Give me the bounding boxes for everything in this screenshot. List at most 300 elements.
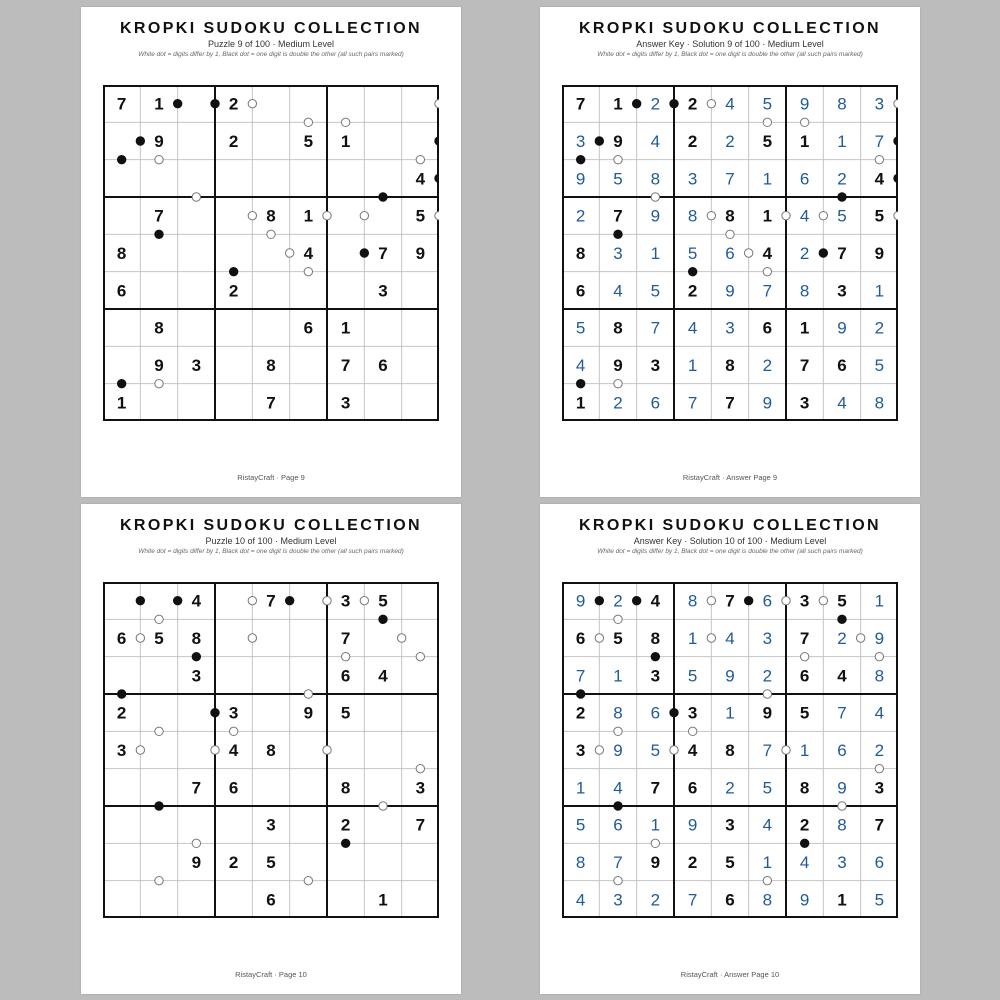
white-kropki-dot: [360, 596, 368, 604]
answer-digit: 9: [799, 890, 810, 910]
answer-digit: 7: [613, 853, 623, 872]
answer-digit: 2: [874, 741, 885, 760]
given-digit: 3: [378, 281, 388, 301]
sudoku-grid: [103, 582, 439, 918]
white-kropki-dot: [595, 634, 603, 642]
given-digit: 9: [874, 244, 885, 263]
black-kropki-dot: [894, 174, 898, 182]
answer-digit: 3: [613, 244, 623, 263]
white-kropki-dot: [248, 211, 256, 219]
white-kropki-dot: [341, 652, 349, 660]
given-digit: 6: [687, 778, 698, 798]
answer-digit: 6: [725, 244, 735, 263]
given-digit: 8: [799, 778, 810, 798]
answer-digit: 8: [837, 94, 847, 114]
answer-digit: 4: [725, 94, 735, 114]
given-digit: 3: [874, 778, 885, 798]
white-kropki-dot: [192, 839, 200, 847]
answer-digit: 9: [613, 741, 623, 760]
answer-digit: 6: [837, 741, 847, 760]
black-kropki-dot: [285, 596, 293, 604]
answer-digit: 2: [650, 94, 661, 114]
given-digit: 7: [340, 629, 351, 648]
answer-digit: 1: [687, 356, 698, 375]
white-kropki-dot: [248, 596, 256, 604]
white-kropki-dot: [155, 615, 163, 623]
answer-digit: 1: [575, 778, 586, 798]
given-digit: 6: [762, 318, 773, 338]
given-digit: 6: [266, 890, 276, 910]
black-kropki-dot: [670, 99, 678, 107]
black-kropki-dot: [838, 193, 846, 201]
answer-digit: 9: [837, 778, 847, 798]
rules-note: White dot = digits differ by 1, Black dot = one digit is double the other (all such pairs marked): [597, 51, 863, 58]
answer-digit: 5: [613, 169, 623, 189]
black-kropki-dot: [155, 802, 163, 810]
answer-digit: 4: [650, 132, 661, 151]
answer-digit: 1: [687, 629, 698, 648]
given-digit: 7: [191, 778, 202, 798]
white-kropki-dot: [379, 802, 387, 810]
given-digit: 9: [762, 703, 773, 723]
answer-digit: 4: [725, 629, 735, 648]
given-digit: 5: [613, 629, 623, 648]
given-digit: 4: [378, 666, 388, 686]
given-digit: 1: [799, 318, 810, 338]
answer-digit: 6: [613, 815, 623, 835]
given-digit: 3: [650, 356, 661, 375]
answer-digit: 2: [725, 778, 735, 798]
answer-digit: 7: [650, 318, 661, 338]
answer-digit: 7: [762, 741, 773, 760]
white-kropki-dot: [285, 249, 293, 257]
given-digit: 9: [154, 132, 164, 151]
answer-digit: 2: [762, 356, 773, 375]
page-title: KROPKI SUDOKU COLLECTION: [119, 517, 423, 534]
given-digit: 7: [613, 206, 623, 226]
page-footer: RistayCraft · Page 10: [235, 970, 307, 979]
given-digit: 5: [799, 703, 810, 723]
black-kropki-dot: [229, 267, 237, 275]
answer-digit: 3: [874, 94, 885, 114]
answer-digit: 1: [799, 741, 810, 760]
answer-digit: 4: [837, 393, 847, 413]
answer-digit: 7: [874, 132, 885, 151]
black-kropki-dot: [800, 839, 808, 847]
answer-digit: 2: [762, 666, 773, 686]
answer-digit: 8: [650, 169, 661, 189]
white-kropki-dot: [800, 118, 808, 126]
given-digit: 1: [378, 890, 388, 910]
answer-digit: 4: [799, 206, 810, 226]
answer-digit: 1: [762, 169, 773, 189]
answer-digit: 1: [613, 666, 623, 686]
given-digit: 7: [725, 393, 735, 413]
white-kropki-dot: [763, 267, 771, 275]
white-kropki-dot: [763, 118, 771, 126]
page-title: KROPKI SUDOKU COLLECTION: [578, 20, 882, 37]
answer-digit: 3: [575, 132, 586, 151]
white-kropki-dot: [651, 839, 659, 847]
given-digit: 7: [874, 815, 885, 835]
answer-digit: 5: [650, 281, 661, 301]
given-digit: 2: [340, 815, 351, 835]
answer-digit: 1: [650, 244, 661, 263]
given-digit: 3: [687, 703, 698, 723]
answer-digit: 9: [762, 393, 773, 413]
answer-digit: 2: [837, 629, 847, 648]
black-kropki-dot: [211, 99, 219, 107]
white-kropki-dot: [875, 764, 883, 772]
answer-digit: 9: [575, 169, 586, 189]
white-kropki-dot: [614, 615, 622, 623]
given-digit: 8: [116, 244, 127, 263]
given-digit: 8: [266, 741, 276, 760]
given-digit: 8: [613, 318, 623, 338]
black-kropki-dot: [688, 267, 696, 275]
black-kropki-dot: [576, 379, 584, 387]
answer-digit: 5: [650, 741, 661, 760]
given-digit: 6: [303, 318, 314, 338]
puzzle-page-9: [81, 7, 461, 497]
given-digit: 5: [303, 132, 314, 151]
white-kropki-dot: [595, 746, 603, 754]
answer-digit: 5: [762, 94, 773, 114]
white-kropki-dot: [763, 690, 771, 698]
rules-note: White dot = digits differ by 1, Black dot = one digit is double the other (all such pairs marked): [597, 548, 863, 555]
white-kropki-dot: [614, 155, 622, 163]
given-digit: 4: [874, 169, 885, 189]
white-kropki-dot: [155, 155, 163, 163]
black-kropki-dot: [838, 615, 846, 623]
given-digit: 9: [613, 132, 623, 151]
given-digit: 1: [116, 393, 127, 413]
given-digit: 2: [799, 815, 810, 835]
answer-digit: 9: [650, 206, 661, 226]
given-digit: 3: [266, 815, 276, 835]
white-kropki-dot: [875, 652, 883, 660]
given-digit: 6: [116, 281, 127, 301]
given-digit: 1: [799, 132, 810, 151]
white-kropki-dot: [894, 99, 898, 107]
given-digit: 3: [650, 666, 661, 686]
black-kropki-dot: [744, 596, 752, 604]
answer-digit: 9: [687, 815, 698, 835]
given-digit: 2: [687, 281, 698, 301]
given-digit: 3: [340, 591, 351, 611]
black-kropki-dot: [595, 137, 603, 145]
given-digit: 8: [154, 318, 164, 338]
white-kropki-dot: [435, 99, 439, 107]
given-digit: 3: [837, 281, 847, 301]
white-kropki-dot: [763, 876, 771, 884]
answer-digit: 5: [575, 318, 586, 338]
given-digit: 5: [837, 591, 847, 611]
given-digit: 9: [415, 244, 426, 263]
given-digit: 5: [415, 206, 426, 226]
given-digit: 3: [799, 393, 810, 413]
black-kropki-dot: [632, 99, 640, 107]
answer-digit: 2: [613, 591, 623, 611]
white-kropki-dot: [323, 746, 331, 754]
white-kropki-dot: [155, 876, 163, 884]
answer-digit: 9: [874, 629, 885, 648]
answer-digit: 1: [650, 815, 661, 835]
answer-digit: 5: [575, 815, 586, 835]
answer-digit: 5: [874, 356, 885, 375]
white-kropki-dot: [782, 746, 790, 754]
given-digit: 5: [725, 853, 735, 872]
answer-digit: 8: [575, 853, 586, 872]
given-digit: 1: [762, 206, 773, 226]
answer-digit: 1: [762, 853, 773, 872]
answer-digit: 3: [762, 629, 773, 648]
white-kropki-dot: [819, 596, 827, 604]
given-digit: 3: [191, 666, 202, 686]
given-digit: 4: [837, 666, 847, 686]
white-kropki-dot: [782, 596, 790, 604]
given-digit: 7: [799, 356, 810, 375]
page-subtitle: Puzzle 10 of 100 · Medium Level: [205, 536, 337, 546]
page-subtitle: Puzzle 9 of 100 · Medium Level: [207, 39, 335, 49]
sudoku-grid: [562, 582, 898, 918]
given-digit: 1: [340, 132, 351, 151]
given-digit: 8: [266, 356, 276, 375]
given-digit: 4: [762, 244, 773, 263]
black-kropki-dot: [379, 615, 387, 623]
white-kropki-dot: [136, 634, 144, 642]
page-footer: RistayCraft · Answer Page 10: [680, 970, 780, 979]
answer-digit: 8: [799, 281, 810, 301]
black-kropki-dot: [173, 596, 181, 604]
answer-digit: 4: [762, 815, 773, 835]
answer-digit: 4: [575, 890, 586, 910]
black-kropki-dot: [192, 652, 200, 660]
white-kropki-dot: [360, 211, 368, 219]
given-digit: 7: [154, 206, 164, 226]
answer-digit: 2: [613, 393, 623, 413]
given-digit: 5: [762, 132, 773, 151]
answer-digit: 5: [837, 206, 847, 226]
answer-digit: 9: [725, 281, 735, 301]
given-digit: 2: [228, 853, 239, 872]
white-kropki-dot: [894, 211, 898, 219]
answer-digit: 8: [687, 206, 698, 226]
given-digit: 9: [613, 356, 623, 375]
given-digit: 6: [575, 629, 586, 648]
given-digit: 8: [575, 244, 586, 263]
answer-digit: 6: [762, 591, 773, 611]
given-digit: 6: [228, 778, 239, 798]
answer-digit: 8: [687, 591, 698, 611]
answer-digit: 3: [837, 853, 847, 872]
rules-note: White dot = digits differ by 1, Black dot = one digit is double the other (all such pairs marked): [138, 51, 404, 58]
given-digit: 8: [725, 741, 735, 760]
given-digit: 8: [340, 778, 351, 798]
white-kropki-dot: [707, 211, 715, 219]
white-kropki-dot: [838, 802, 846, 810]
given-digit: 8: [725, 206, 735, 226]
given-digit: 4: [303, 244, 314, 263]
black-kropki-dot: [136, 137, 144, 145]
answer-digit: 8: [837, 815, 847, 835]
given-digit: 9: [154, 356, 164, 375]
black-kropki-dot: [435, 174, 439, 182]
answer-digit: 8: [762, 890, 773, 910]
white-kropki-dot: [155, 379, 163, 387]
given-digit: 5: [378, 591, 388, 611]
answer-digit: 7: [725, 169, 735, 189]
white-kropki-dot: [304, 267, 312, 275]
answer-digit: 3: [613, 890, 623, 910]
answer-digit: 4: [613, 281, 623, 301]
given-digit: 4: [687, 741, 698, 760]
answer-digit: 1: [725, 703, 735, 723]
black-kropki-dot: [155, 230, 163, 238]
given-digit: 2: [228, 281, 239, 301]
answer-digit: 8: [874, 393, 885, 413]
given-digit: 7: [799, 629, 810, 648]
page-footer: RistayCraft · Page 9: [237, 473, 305, 482]
white-kropki-dot: [875, 155, 883, 163]
answer-digit: 2: [575, 206, 586, 226]
answer-digit: 6: [650, 393, 661, 413]
black-kropki-dot: [435, 137, 439, 145]
given-digit: 7: [415, 815, 426, 835]
white-kropki-dot: [304, 690, 312, 698]
page-title: KROPKI SUDOKU COLLECTION: [119, 20, 423, 37]
answer-digit: 1: [874, 281, 885, 301]
black-kropki-dot: [614, 230, 622, 238]
white-kropki-dot: [819, 211, 827, 219]
answer-digit: 7: [687, 393, 698, 413]
answer-digit: 2: [837, 169, 847, 189]
answer-digit: 2: [650, 890, 661, 910]
puzzle-page-10: [81, 504, 461, 994]
given-digit: 5: [874, 206, 885, 226]
answer-digit: 4: [799, 853, 810, 872]
given-digit: 4: [415, 169, 426, 189]
answer-digit: 9: [837, 318, 847, 338]
black-kropki-dot: [379, 193, 387, 201]
answer-digit: 8: [874, 666, 885, 686]
white-kropki-dot: [614, 727, 622, 735]
white-kropki-dot: [416, 652, 424, 660]
answer-digit: 3: [687, 169, 698, 189]
white-kropki-dot: [304, 118, 312, 126]
given-digit: 7: [650, 778, 661, 798]
white-kropki-dot: [707, 596, 715, 604]
black-kropki-dot: [576, 155, 584, 163]
white-kropki-dot: [416, 764, 424, 772]
white-kropki-dot: [248, 99, 256, 107]
given-digit: 2: [687, 853, 698, 872]
black-kropki-dot: [595, 596, 603, 604]
given-digit: 4: [228, 741, 239, 760]
white-kropki-dot: [323, 596, 331, 604]
answer-digit: 7: [687, 890, 698, 910]
given-digit: 6: [725, 890, 735, 910]
white-kropki-dot: [856, 634, 864, 642]
given-digit: 2: [575, 703, 586, 723]
black-kropki-dot: [117, 155, 125, 163]
sudoku-grid: [103, 85, 439, 421]
given-digit: 3: [575, 741, 586, 760]
page-subtitle: Answer Key · Solution 9 of 100 · Medium Level: [636, 39, 824, 49]
answer-digit: 3: [725, 318, 735, 338]
given-digit: 3: [116, 741, 127, 760]
given-digit: 9: [191, 853, 202, 872]
answer-digit: 9: [575, 591, 586, 611]
white-kropki-dot: [688, 727, 696, 735]
given-digit: 8: [266, 206, 276, 226]
answer-digit: 6: [799, 169, 810, 189]
answer-digit: 7: [837, 703, 847, 723]
black-kropki-dot: [173, 99, 181, 107]
answer-digit: 6: [650, 703, 661, 723]
given-digit: 6: [799, 666, 810, 686]
answer-page-10: [540, 504, 920, 994]
black-kropki-dot: [614, 802, 622, 810]
white-kropki-dot: [397, 634, 405, 642]
given-digit: 3: [340, 393, 351, 413]
page-title: KROPKI SUDOKU COLLECTION: [578, 517, 882, 534]
given-digit: 2: [687, 94, 698, 114]
page-subtitle: Answer Key · Solution 10 of 100 · Medium Level: [633, 536, 827, 546]
given-digit: 7: [266, 591, 276, 611]
answer-digit: 2: [799, 244, 810, 263]
white-kropki-dot: [229, 727, 237, 735]
answer-digit: 4: [687, 318, 698, 338]
given-digit: 1: [303, 206, 314, 226]
answer-digit: 4: [575, 356, 586, 375]
given-digit: 1: [340, 318, 351, 338]
black-kropki-dot: [632, 596, 640, 604]
white-kropki-dot: [248, 634, 256, 642]
answer-digit: 5: [687, 666, 698, 686]
given-digit: 6: [837, 356, 847, 375]
given-digit: 4: [650, 591, 661, 611]
given-digit: 1: [575, 393, 586, 413]
given-digit: 7: [837, 244, 847, 263]
white-kropki-dot: [416, 155, 424, 163]
black-kropki-dot: [819, 249, 827, 257]
white-kropki-dot: [341, 118, 349, 126]
black-kropki-dot: [117, 690, 125, 698]
given-digit: 4: [191, 591, 202, 611]
given-digit: 6: [116, 629, 127, 648]
white-kropki-dot: [155, 727, 163, 735]
white-kropki-dot: [614, 876, 622, 884]
black-kropki-dot: [117, 379, 125, 387]
given-digit: 2: [228, 132, 239, 151]
given-digit: 7: [725, 591, 735, 611]
answer-digit: 6: [874, 853, 885, 872]
black-kropki-dot: [894, 137, 898, 145]
given-digit: 1: [613, 94, 623, 114]
white-kropki-dot: [211, 746, 219, 754]
answer-digit: 7: [575, 666, 586, 686]
given-digit: 2: [687, 132, 698, 151]
black-kropki-dot: [360, 249, 368, 257]
given-digit: 7: [575, 94, 586, 114]
white-kropki-dot: [323, 211, 331, 219]
given-digit: 3: [191, 356, 202, 375]
answer-digit: 8: [613, 703, 623, 723]
white-kropki-dot: [744, 249, 752, 257]
answer-digit: 2: [725, 132, 735, 151]
answer-digit: 5: [874, 890, 885, 910]
